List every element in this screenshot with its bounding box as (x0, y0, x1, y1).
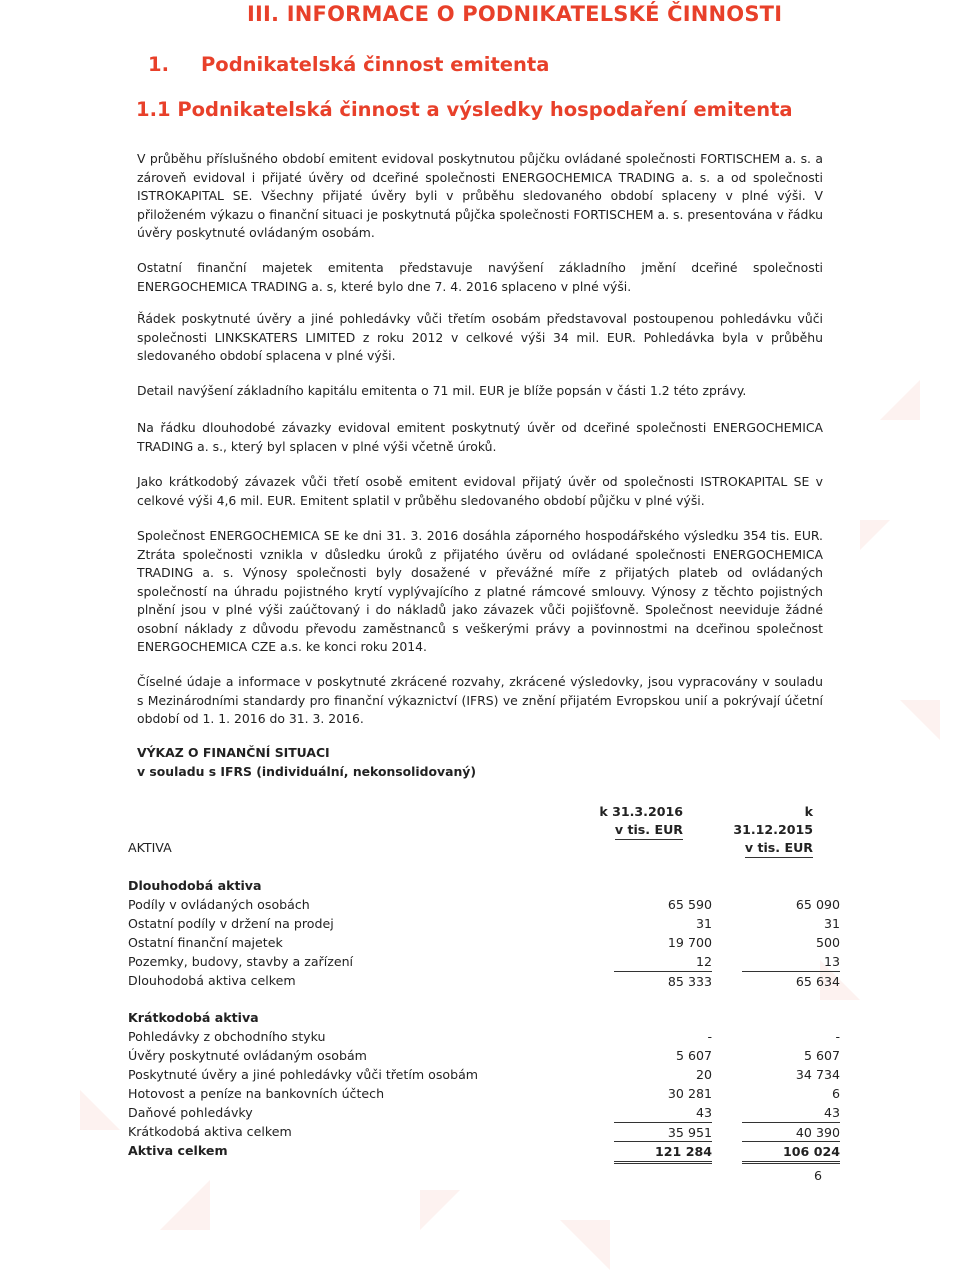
table-row: Daňové pohledávky 43 43 (128, 1105, 840, 1120)
paragraph-loans: V průběhu příslušného období emitent evidoval poskytnutou půjčku ovládané společnosti FORTISCHEM a. s. a zároveň evidoval i přijaté úvěry od dceřiné společnosti ENERGOCHEMICA TRADING a. s. a od společnosti ISTROKAPITAL SE. Všechny přijaté úvěry byli v průběhu sledovaného období splaceny v plné výši. V přiloženém výkazu o finanční situaci je poskytnutá půjčka společnosti FORTISCHEM a. s. presentována v řádku úvěry poskytnuté ovládaným osobám. (137, 151, 823, 240)
section-heading: III. INFORMACE O PODNIKATELSKÉ ČINNOSTI (247, 2, 783, 26)
table-row: Dlouhodobá aktiva celkem 85 333 65 634 (128, 973, 840, 989)
table-row: Aktiva celkem 121 284 106 024 (128, 1141, 818, 1160)
table-row: Poskytnuté úvěry a jiné pohledávky vůči třetím osobám 20 34 734 (128, 1067, 840, 1082)
subsection-heading (148, 53, 549, 76)
paragraph-long-term-liabilities: Na řádku dlouhodobé závazky evidoval emitent poskytnutý úvěr od dceřiné společnosti ENERGOCHEMICA TRADING a. s., který byl splacen v plné výši včetně úroků. (137, 420, 823, 454)
table-row: Pozemky, budovy, stavby a zařízení 12 13 (128, 954, 840, 969)
paragraph-receivables: Řádek poskytnuté úvěry a jiné pohledávky vůči třetím osobám představoval postoupenou pohledávku vůči společnosti LINKSKATERS LIMITED z roku 2012 v celkové výši 34 mil. EUR. Pohledávka byla v průběhu sledovaného období splacena v plné výši. (137, 311, 823, 363)
subsection-number: 1. (148, 53, 169, 76)
subsubsection-heading: 1.1 Podnikatelská činnost a výsledky hospodaření emitenta (136, 98, 793, 121)
table-row: Úvěry poskytnuté ovládaným osobám 5 607 5 607 (128, 1048, 840, 1063)
paragraph-short-term-liabilities: Jako krátkodobý závazek vůči třetí osobě emitent evidoval přijatý úvěr od společnosti ISTROKAPITAL SE v celkové výši 4,6 mil. EUR. Emitent splatil v průběhu sledovaného období půjčku v plné výši. (137, 474, 823, 508)
paragraph-results: Společnost ENERGOCHEMICA SE ke dni 31. 3. 2016 dosáhla záporného hospodářského výsledku 354 tis. EUR. Ztráta společnosti vznikla v důsledku úroků z přijatého úvěru od ovládané společnosti ENERGOCHEMICA TRADING a. s. Výnosy společnosti byly dosažené v převážné míře z přijatých plateb od ovládaných společností na úhradu pojistného krytí vyplývajícího z platné rámcové smlouvy. Výnosy z těchto pojistných plnění jsou v plné výši zaúčtovaný i do nákladů jako závazek vůči pojišťovně. Společnost neeviduje žádné osobní náklady z důvodu převodu zaměstnanců s veškerými právy a povinnostmi na dceřinou společnost ENERGOCHEMICA CZE a.s. ke konci roku 2014. (137, 528, 823, 654)
paragraph-financial-assets: Ostatní finanční majetek emitenta představuje navýšení základního jmění dceřiné společnosti ENERGOCHEMICA TRADING a. s, které bylo dne 7. 4. 2016 splaceno v plné výši. (137, 260, 823, 294)
table-row: Krátkodobá aktiva (128, 1010, 259, 1025)
paragraph-ifrs: Číselné údaje a informace v poskytnuté zkrácené rozvahy, zkrácené výsledovky, jsou vypracovány v souladu s Mezinárodními standardy pro finanční výkaznictví (IFRS) ve znění přijatém Evropskou unií a pokrývají účetní období od 1. 1. 2016 do 31. 3. 2016. (137, 674, 823, 726)
table-row: Dlouhodobá aktiva (128, 878, 262, 893)
table-row: Podíly v ovládaných osobách 65 590 65 090 (128, 897, 840, 912)
table-row: Ostatní podíly v držení na prodej 31 31 (128, 916, 840, 931)
table-row: Pohledávky z obchodního styku - - (128, 1029, 840, 1044)
table-row: Hotovost a peníze na bankovních účtech 30 281 6 (128, 1086, 840, 1101)
statement-title: VÝKAZ O FINANČNÍ SITUACI (137, 745, 330, 760)
page-number: 6 (814, 1168, 823, 1183)
table-row: Ostatní finanční majetek 19 700 500 (128, 935, 840, 950)
statement-subtitle: v souladu s IFRS (individuální, nekonsolidovaný) (137, 763, 477, 779)
table-row: Krátkodobá aktiva celkem 35 951 40 390 (128, 1124, 840, 1140)
column-header-current: k 31.3.2016 v tis. EUR (595, 803, 683, 840)
statement-heading (137, 744, 476, 781)
paragraph-capital: Detail navýšení základního kapitálu emitenta o 71 mil. EUR je blíže popsán v části 1.2 této zprávy. (137, 383, 747, 398)
aktiva-label: AKTIVA (128, 840, 172, 855)
subsection-title: Podnikatelská činnost emitenta (201, 53, 550, 76)
column-header-previous: k 31.12.2015 v tis. EUR (725, 803, 813, 858)
